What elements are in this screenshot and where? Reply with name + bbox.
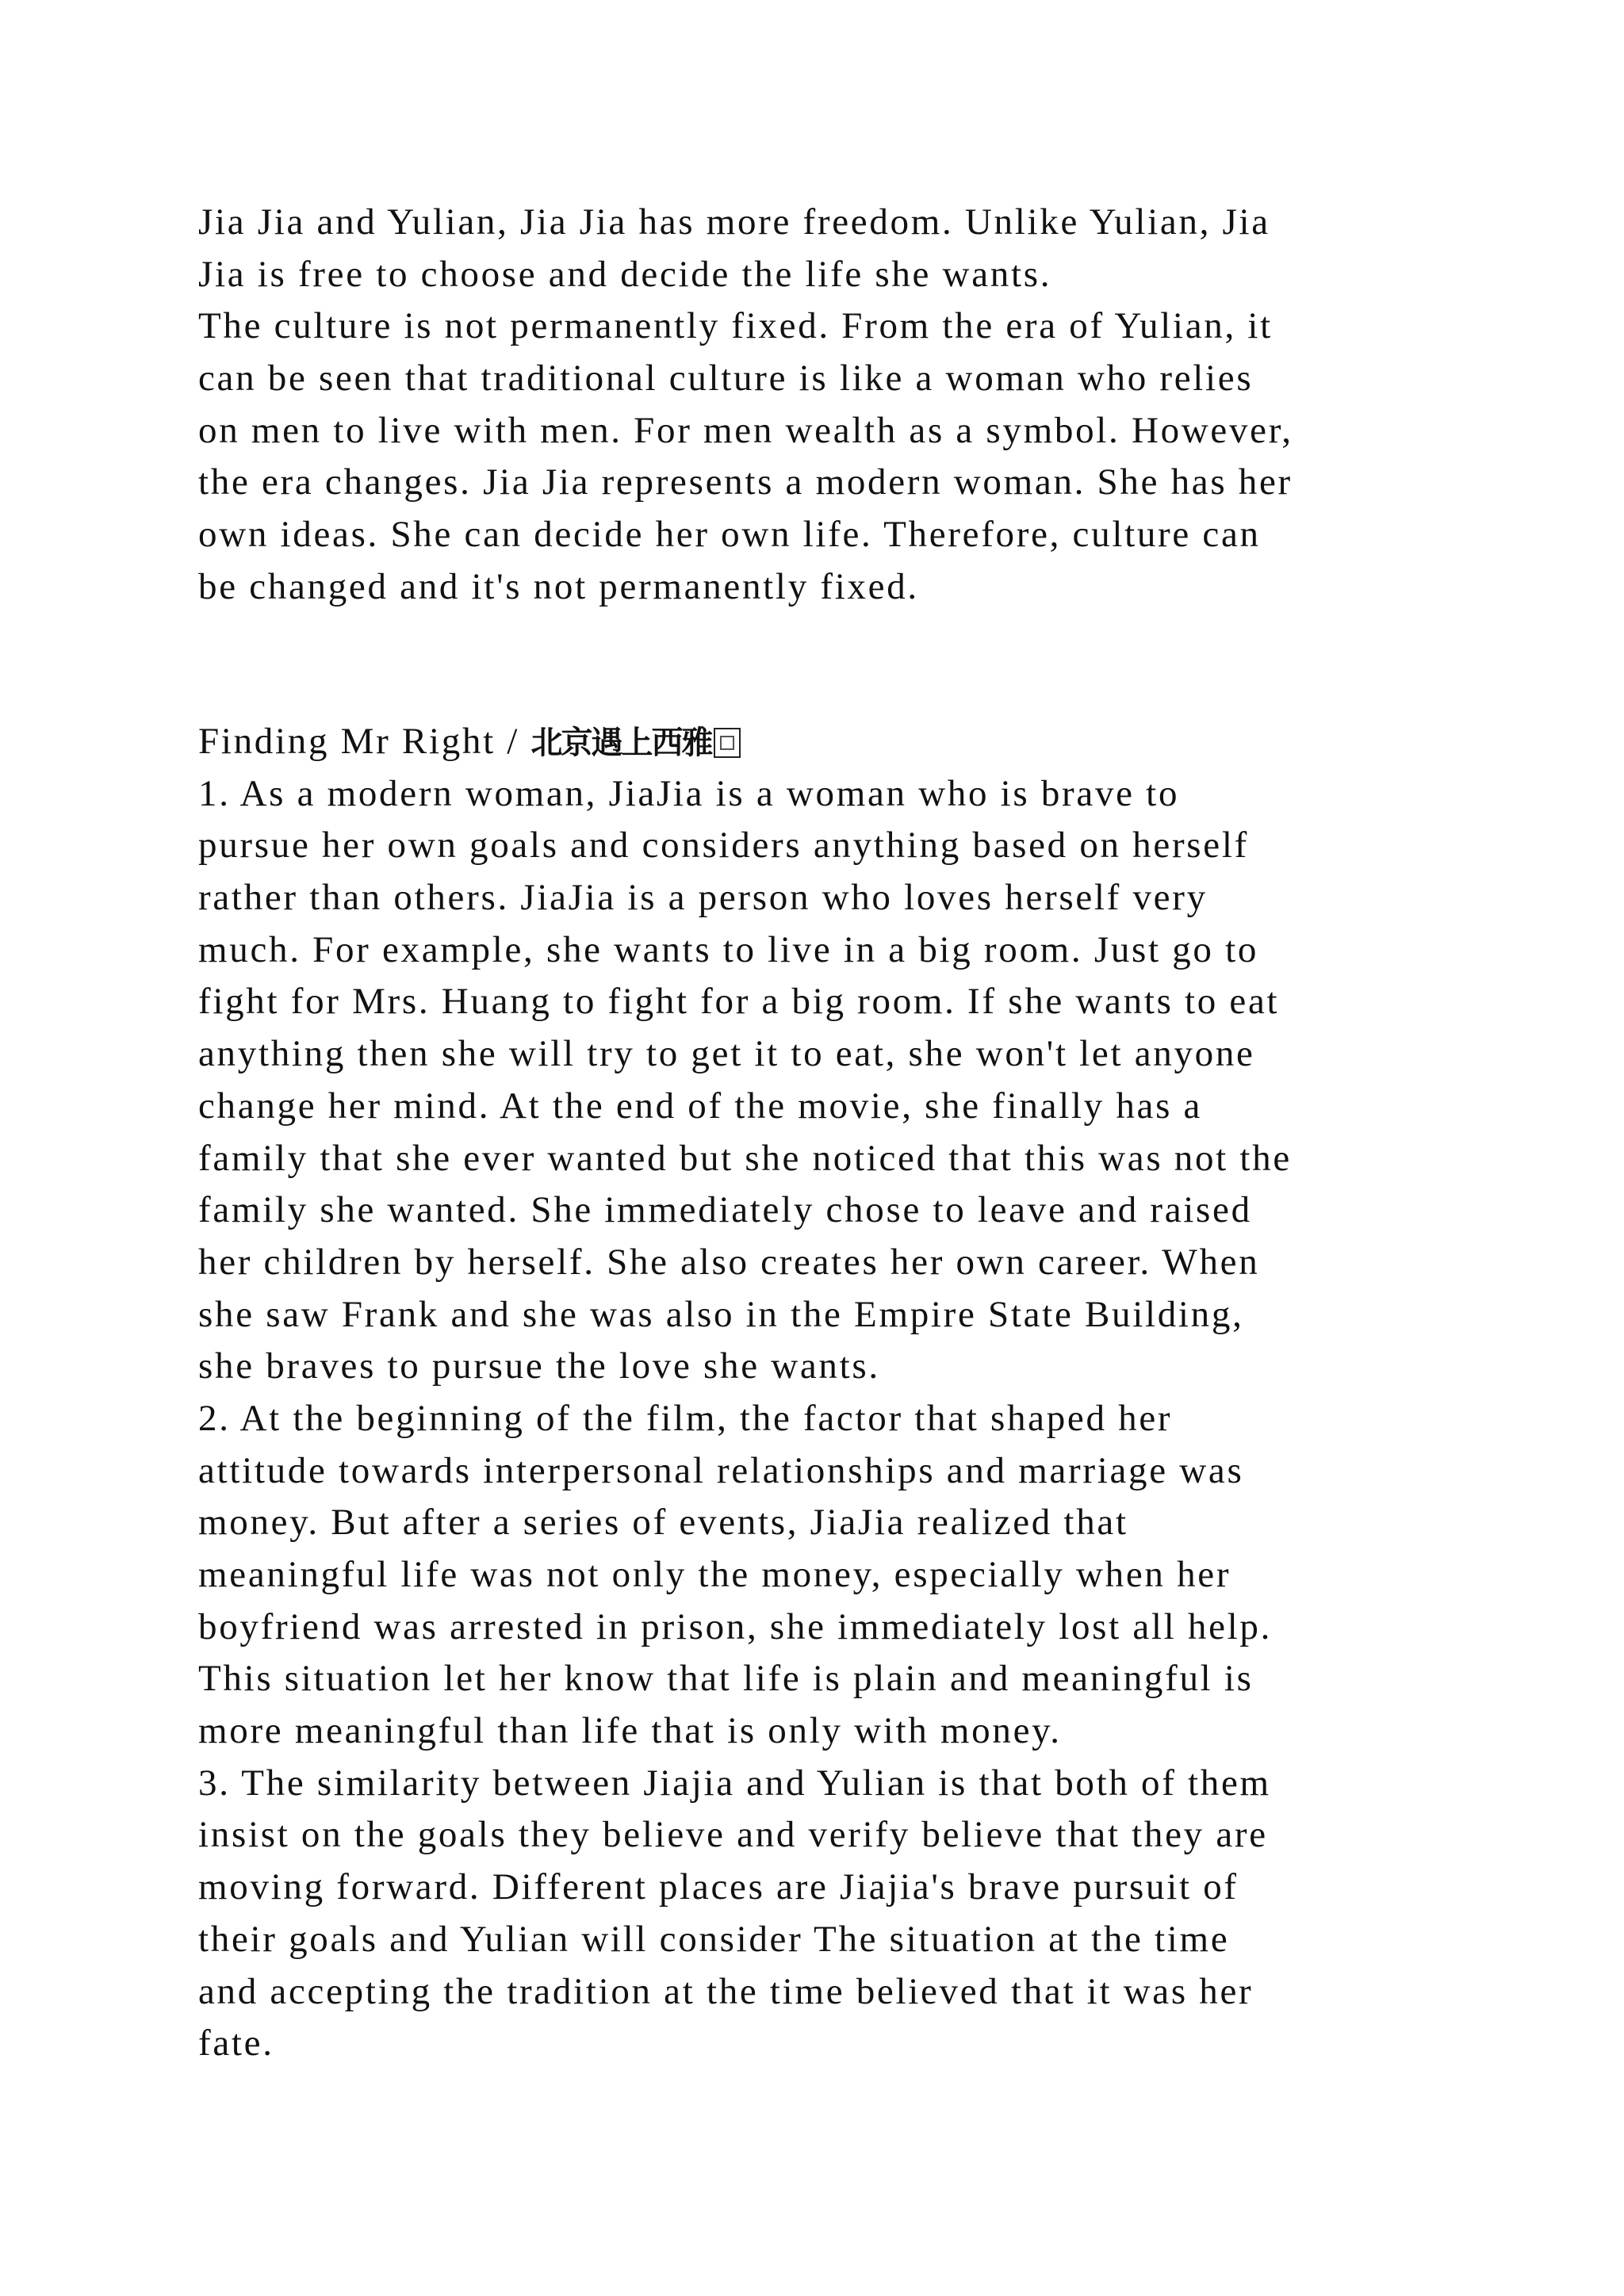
text-line: their goals and Yulian will consider The situation at the time (198, 1918, 1230, 1960)
text-line: 3. The similarity between Jiajia and Yulian is that both of them (198, 1762, 1271, 1804)
text-line: fight for Mrs. Huang to fight for a big room. If she wants to eat (198, 981, 1280, 1023)
text-line: can be seen that traditional culture is like a woman who relies (198, 358, 1254, 400)
text-line: moving forward. Different places are Jiajia's brave pursuit of (198, 1866, 1239, 1908)
text-line: own ideas. She can decide her own life. Therefore, culture can (198, 514, 1261, 556)
text-line: the era changes. Jia Jia represents a modern woman. She has her (198, 461, 1293, 503)
text-line: meaningful life was not only the money, especially when her (198, 1554, 1231, 1595)
section-finding-mr-right (198, 716, 1451, 2070)
missing-glyph-icon (714, 728, 741, 758)
text-line: be changed and it's not permanently fixed. (198, 565, 919, 607)
text-line: rather than others. JiaJia is a person who loves herself very (198, 877, 1208, 919)
text-line: The culture is not permanently fixed. From the era of Yulian, it (198, 305, 1273, 347)
text-line: attitude towards interpersonal relationships and marriage was (198, 1449, 1244, 1491)
text-line: This situation let her know that life is plain and meaningful is (198, 1658, 1254, 1700)
text-line: family she wanted. She immediately chose to leave and raised (198, 1189, 1252, 1231)
text-line: more meaningful than life that is only with money. (198, 1710, 1062, 1752)
text-line: 2. At the beginning of the film, the factor that shaped her (198, 1397, 1173, 1439)
text-line: and accepting the tradition at the time believed that it was her (198, 1970, 1254, 2012)
text-line: family that she ever wanted but she noticed that this was not the (198, 1137, 1292, 1179)
text-line: anything then she will try to get it to eat, she won't let anyone (198, 1033, 1255, 1075)
text-line: Jia is free to choose and decide the life she wants. (198, 253, 1052, 295)
heading-chinese-title: 北京遇上西雅 (530, 725, 712, 761)
text-line: pursue her own goals and considers anything based on herself (198, 825, 1249, 867)
text-line: on men to live with men. For men wealth as a symbol. However, (198, 409, 1293, 451)
text-line: insist on the goals they believe and verify believe that they are (198, 1814, 1268, 1856)
text-line: boyfriend was arrested in prison, she immediately lost all help. (198, 1605, 1273, 1647)
text-line: much. For example, she wants to live in a big room. Just go to (198, 928, 1259, 970)
text-line: 1. As a modern woman, JiaJia is a woman who is brave to (198, 772, 1180, 814)
text-line: fate. (198, 2022, 274, 2064)
text-line: Jia Jia and Yulian, Jia Jia has more freedom. Unlike Yulian, Jia (198, 201, 1270, 243)
text-line: she braves to pursue the love she wants. (198, 1345, 880, 1387)
paragraph-culture (198, 197, 1451, 614)
text-line: she saw Frank and she was also in the Empire State Building, (198, 1293, 1244, 1335)
section-heading (198, 716, 1451, 768)
text-line: change her mind. At the end of the movie, she finally has a (198, 1085, 1203, 1127)
text-line: money. But after a series of events, JiaJia realized that (198, 1502, 1128, 1544)
heading-title: Finding Mr Right / (198, 721, 531, 762)
text-line: her children by herself. She also creates her own career. When (198, 1241, 1260, 1283)
